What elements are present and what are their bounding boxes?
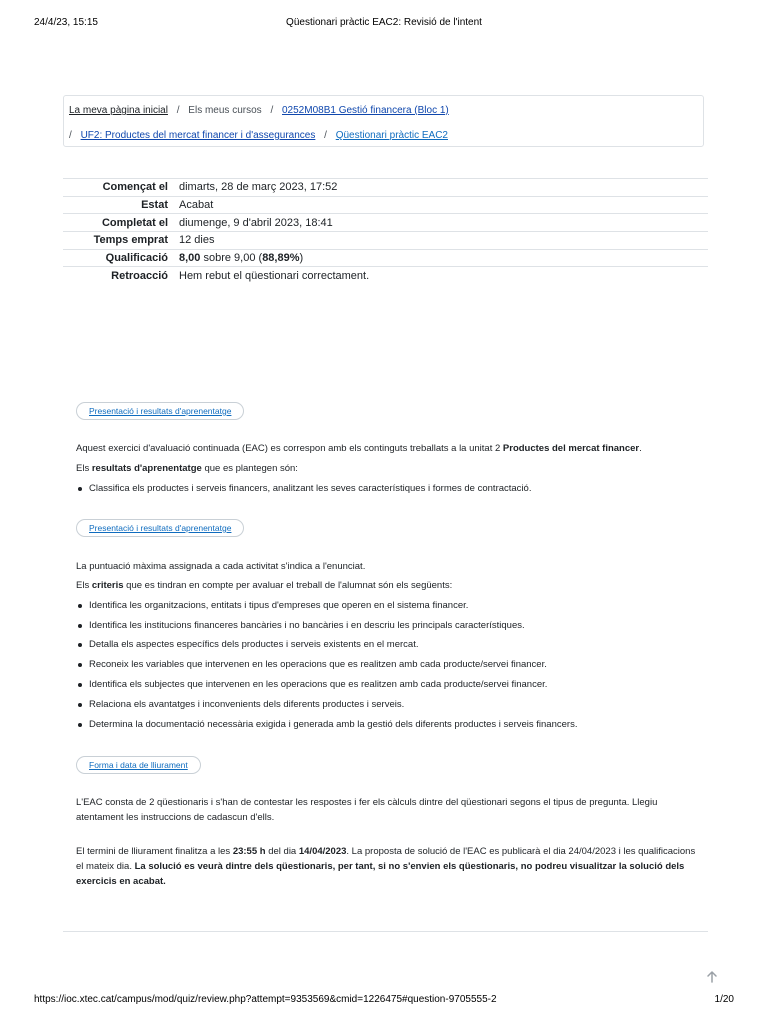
summary-value: diumenge, 9 d'abril 2023, 18:41: [179, 214, 708, 232]
summary-label: Retroacció: [63, 267, 179, 285]
summary-label: Qualificació: [63, 249, 179, 267]
delivery-paragraph: L'EAC consta de 2 qüestionaris i s'han de contestar les respostes i fer els càlculs dintre del qüestionari segons el tipus de pregunta. Llegiu atentament les instruccions de cadascun d'ells.: [76, 797, 658, 823]
list-item: Determina la documentació necessària exigida i generada amb la gestió dels diferents productes i serveis financers.: [89, 718, 699, 732]
summary-value: Hem rebut el qüestionari correctament.: [179, 267, 708, 285]
outcomes-paragraph: [76, 461, 696, 476]
bold-text: criteris: [91, 580, 124, 591]
summary-label: Començat el: [63, 179, 179, 197]
bold-text: 23:55 h: [232, 846, 266, 857]
summary-row-completed: [63, 214, 708, 232]
breadcrumb-home-link[interactable]: La meva pàgina inicial: [69, 105, 168, 116]
breadcrumb-unit-link[interactable]: UF2: Productes del mercat financer i d'assegurances: [80, 130, 316, 141]
breadcrumb-quiz-link[interactable]: Qüestionari pràctic EAC2: [335, 130, 448, 141]
summary-label: Estat: [63, 196, 179, 214]
print-footer: [0, 994, 768, 1008]
bold-text: La solució es veurà dintre dels qüestionaris, per tant, si no s'envien els qüestionaris, no podreu visualitzar la solució dels exercicis en acabat.: [76, 861, 685, 887]
section-delivery-button[interactable]: Forma i data de lliurament: [76, 756, 201, 774]
text: que es tindran en compte per avaluar el treball de l'alumnat són els següents:: [123, 580, 453, 591]
grade-out-of: sobre 9,00 (: [200, 252, 263, 265]
intro-paragraph: [76, 441, 696, 456]
summary-row-feedback: [63, 267, 708, 285]
summary-value: dimarts, 28 de març 2023, 17:52: [179, 179, 708, 197]
breadcrumb-separator: /: [176, 105, 180, 116]
summary-row-started: [63, 179, 708, 197]
breadcrumb-course-link[interactable]: 0252M08B1 Gestió financera (Bloc 1): [282, 105, 449, 116]
grade-score: 8,00: [179, 252, 201, 265]
criteria-paragraph: [76, 578, 696, 593]
divider: [63, 931, 708, 932]
summary-label: Temps emprat: [63, 232, 179, 250]
score-paragraph: La puntuació màxima assignada a cada activitat s'indica a l'enunciat.: [76, 561, 366, 572]
section-presentation-button[interactable]: Presentació i resultats d'aprenentatge: [76, 402, 244, 420]
text: . La proposta de solució de l'EAC es publicarà el dia 24/04/2023 i les qualificacions el mateix dia.: [76, 846, 696, 872]
text: Aquest exercici d'avaluació continuada (EAC) es correspon amb els continguts treballats a la unitat 2: [76, 443, 503, 454]
section-criteria-button[interactable]: Presentació i resultats d'aprenentatge: [76, 519, 244, 537]
print-header: [0, 17, 768, 31]
summary-value: 12 dies: [179, 232, 708, 250]
grade-percent: 88,89%: [262, 252, 300, 265]
summary-row-grade: [63, 249, 708, 267]
bold-text: 14/04/2023: [298, 846, 347, 857]
text: El termini de lliurament finalitza a les: [76, 846, 233, 857]
summary-label: Completat el: [63, 214, 179, 232]
list-item: Identifica les institucions financeres bancàries i no bancàries i en descriu les principals característiques.: [89, 619, 699, 633]
print-title: Qüestionari pràctic EAC2: Revisió de l'intent: [286, 17, 482, 28]
summary-value: Acabat: [179, 196, 708, 214]
text: que es plantegen són:: [201, 463, 298, 474]
breadcrumb: [63, 95, 704, 147]
arrow-up-icon[interactable]: [704, 969, 720, 985]
print-date: 24/4/23, 15:15: [34, 17, 98, 28]
list-item: Classifica els productes i serveis financers, analitzant les seves característiques i formes de contractació.: [89, 482, 699, 496]
text: Els: [76, 463, 92, 474]
print-url: https://ioc.xtec.cat/campus/mod/quiz/review.php?attempt=9353569&cmid=1226475#question-9705555-2: [34, 994, 497, 1005]
breadcrumb-separator: /: [270, 105, 274, 116]
list-item: Identifica els subjectes que intervenen en les operacions que es realitzen amb cada producte/servei financer.: [89, 678, 699, 692]
summary-value: [179, 249, 708, 267]
bold-text: Productes del mercat financer: [502, 443, 640, 454]
text: Els: [76, 580, 92, 591]
attempt-summary-table: [63, 178, 708, 285]
breadcrumb-separator: /: [324, 130, 327, 141]
breadcrumb-row: [69, 105, 449, 116]
print-page-number: 1/20: [714, 994, 734, 1005]
breadcrumb-separator: /: [69, 130, 72, 141]
deadline-paragraph: [76, 844, 696, 889]
text: .: [639, 443, 642, 454]
list-item: Identifica les organitzacions, entitats i tipus d'empreses que operen en el sistema financer.: [89, 599, 699, 613]
list-item: Detalla els aspectes específics dels productes i serveis existents en el mercat.: [89, 638, 699, 652]
summary-row-time: [63, 232, 708, 250]
bold-text: resultats d'aprenentatge: [91, 463, 202, 474]
grade-close: ): [299, 252, 304, 265]
breadcrumb-row: [69, 130, 448, 141]
text: del dia: [265, 846, 299, 857]
breadcrumb-my-courses: Els meus cursos: [188, 105, 262, 116]
list-item: Reconeix les variables que intervenen en les operacions que es realitzen amb cada producte/servei financer.: [89, 658, 699, 672]
summary-row-state: [63, 196, 708, 214]
list-item: Relaciona els avantatges i inconvenients dels diferents productes i serveis.: [89, 698, 699, 712]
